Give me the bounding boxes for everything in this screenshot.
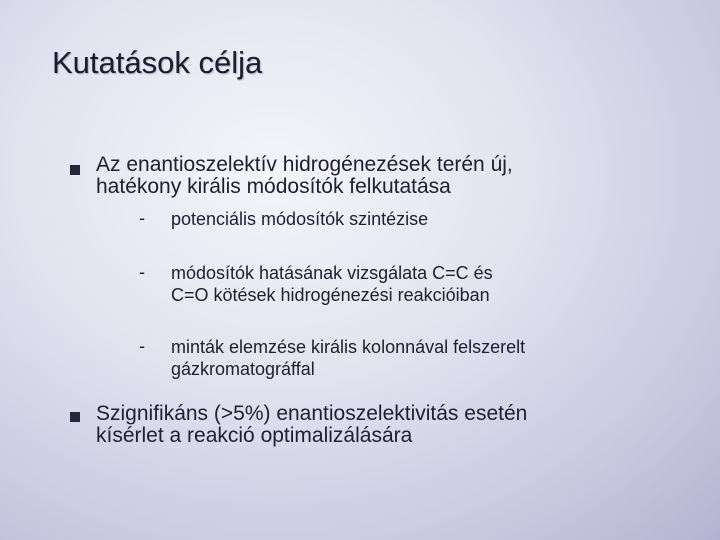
sub-bullet-line: minták elemzése királis kolonnával felszerelt xyxy=(171,337,526,357)
sub-bullet-line: gázkromatográffal xyxy=(171,359,315,379)
sub-bullet-text xyxy=(171,336,651,380)
sub-bullet-line: potenciális módosítók szintézise xyxy=(171,209,429,229)
sub-bullet-text xyxy=(171,262,651,306)
sub-bullet-marker: - xyxy=(139,336,145,356)
bullet-text xyxy=(96,403,696,447)
bullet-line: hatékony királis módosítók felkutatása xyxy=(96,175,451,198)
bullet-square-icon xyxy=(70,412,80,422)
bullet-square-icon xyxy=(70,165,80,175)
bullet-line: Az enantioszelektív hidrogénezések terén új, xyxy=(96,153,513,176)
bullet-line: Szignifikáns (>5%) enantioszelektivitás esetén xyxy=(96,402,528,425)
bullet-line: kísérlet a reakció optimalizálására xyxy=(96,424,413,447)
sub-bullet-line: módosítók hatásának vizsgálata C=C és xyxy=(171,263,493,283)
sub-bullet-line: C=O kötések hidrogénezési reakcióiban xyxy=(171,285,490,305)
sub-bullet-text xyxy=(171,208,651,230)
bullet-text xyxy=(96,154,696,198)
slide-title: Kutatások célja xyxy=(52,45,263,80)
sub-bullet-marker: - xyxy=(139,208,145,228)
sub-bullet-marker: - xyxy=(139,262,145,282)
